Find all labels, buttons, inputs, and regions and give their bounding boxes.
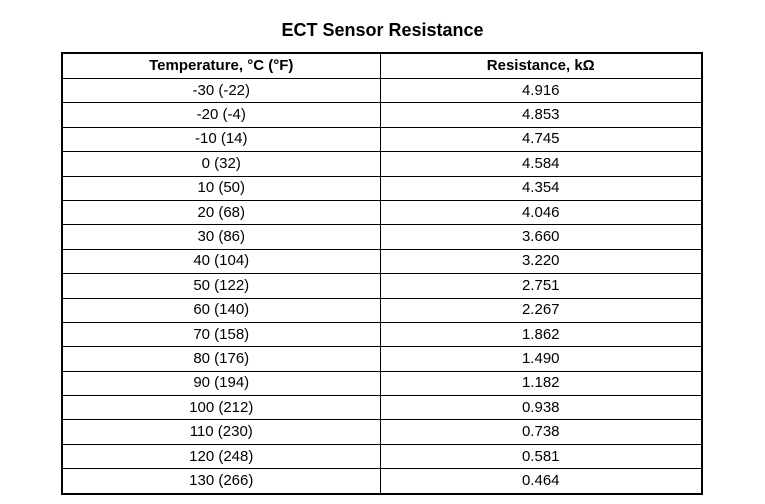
resistance-cell: 4.916	[380, 79, 702, 103]
resistance-table-container	[61, 52, 703, 495]
header-resistance: Resistance, kΩ	[380, 53, 702, 79]
table-row	[62, 322, 702, 346]
temperature-cell: 110 (230)	[62, 420, 380, 444]
table-row	[62, 79, 702, 103]
temperature-cell: 90 (194)	[62, 371, 380, 395]
resistance-cell: 4.745	[380, 127, 702, 151]
table-row	[62, 274, 702, 298]
table-row	[62, 347, 702, 371]
temperature-cell: 20 (68)	[62, 200, 380, 224]
table-row	[62, 200, 702, 224]
table-row	[62, 444, 702, 468]
table-row	[62, 249, 702, 273]
temperature-cell: 0 (32)	[62, 152, 380, 176]
resistance-cell: 3.660	[380, 225, 702, 249]
temperature-cell: -30 (-22)	[62, 79, 380, 103]
table-row	[62, 176, 702, 200]
resistance-cell: 4.584	[380, 152, 702, 176]
table-row	[62, 396, 702, 420]
table-row	[62, 420, 702, 444]
temperature-cell: 100 (212)	[62, 396, 380, 420]
resistance-cell: 4.046	[380, 200, 702, 224]
table-row	[62, 225, 702, 249]
table-row	[62, 298, 702, 322]
temperature-cell: 80 (176)	[62, 347, 380, 371]
resistance-cell: 0.938	[380, 396, 702, 420]
table-row	[62, 152, 702, 176]
header-temperature: Temperature, °C (°F)	[62, 53, 380, 79]
resistance-cell: 1.490	[380, 347, 702, 371]
temperature-cell: 60 (140)	[62, 298, 380, 322]
table-body	[62, 79, 702, 494]
page-title: ECT Sensor Resistance	[281, 20, 484, 40]
temperature-cell: 130 (266)	[62, 469, 380, 494]
table-row	[62, 127, 702, 151]
temperature-cell: 30 (86)	[62, 225, 380, 249]
resistance-cell: 4.853	[380, 103, 702, 127]
resistance-cell: 0.464	[380, 469, 702, 494]
resistance-cell: 1.182	[380, 371, 702, 395]
resistance-cell: 3.220	[380, 249, 702, 273]
resistance-cell: 1.862	[380, 322, 702, 346]
resistance-cell: 2.267	[380, 298, 702, 322]
resistance-cell: 0.738	[380, 420, 702, 444]
resistance-cell: 0.581	[380, 444, 702, 468]
table-header-row	[62, 53, 702, 79]
temperature-cell: 50 (122)	[62, 274, 380, 298]
temperature-cell: -20 (-4)	[62, 103, 380, 127]
temperature-cell: -10 (14)	[62, 127, 380, 151]
temperature-cell: 70 (158)	[62, 322, 380, 346]
table-row	[62, 371, 702, 395]
temperature-cell: 120 (248)	[62, 444, 380, 468]
temperature-cell: 40 (104)	[62, 249, 380, 273]
table-row	[62, 103, 702, 127]
table-row	[62, 469, 702, 494]
resistance-table	[61, 52, 703, 495]
temperature-cell: 10 (50)	[62, 176, 380, 200]
resistance-cell: 4.354	[380, 176, 702, 200]
resistance-cell: 2.751	[380, 274, 702, 298]
